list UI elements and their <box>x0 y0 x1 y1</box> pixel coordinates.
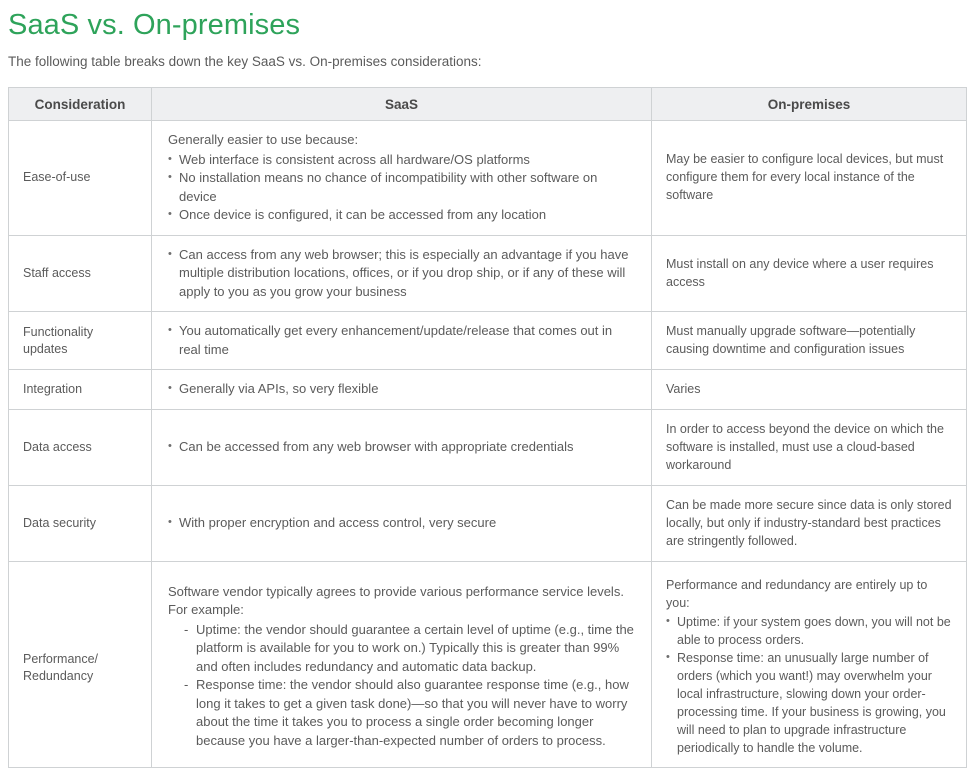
bullet-item: - Response time: the vendor should also guarantee response time (e.g., how long it takes to get a given task done)—so that you will never have to worry about the time it takes you to process a single order becoming longer because you have a larger-than-expected number of orders to process. <box>184 676 637 750</box>
column-header-consideration: Consideration <box>9 88 152 121</box>
cell-lead-text: Generally easier to use because: <box>168 132 359 147</box>
cell-onpremises <box>652 121 967 236</box>
table-row <box>9 312 967 370</box>
cell-consideration: Performance/ Redundancy <box>9 562 152 768</box>
cell-onpremises <box>652 486 967 562</box>
cell-consideration: Ease-of-use <box>9 121 152 236</box>
cell-lead-text: Software vendor typically agrees to provide various performance service levels. For example: <box>168 583 624 618</box>
cell-saas <box>152 235 652 312</box>
table-row <box>9 370 967 410</box>
bullet-item: • No installation means no chance of incompatibility with other software on device <box>168 169 637 206</box>
cell-lead-text: Must install on any device where a user requires access <box>666 256 934 289</box>
table-header-row <box>9 88 967 121</box>
cell-onpremises <box>652 562 967 768</box>
bullet-item: • Uptime: if your system goes down, you will not be able to process orders. <box>666 613 952 649</box>
cell-lead-text: Varies <box>666 382 701 396</box>
bullet-item: • Web interface is consistent across all hardware/OS platforms <box>168 151 637 170</box>
column-header-saas: SaaS <box>152 88 652 121</box>
bullet-item: • Can be accessed from any web browser with appropriate credentials <box>168 438 637 457</box>
intro-paragraph: The following table breaks down the key SaaS vs. On-premises considerations: <box>8 54 482 69</box>
cell-onpremises <box>652 410 967 486</box>
cell-saas <box>152 312 652 370</box>
bullet-list <box>168 621 637 751</box>
bullet-item: - Uptime: the vendor should guarantee a certain level of uptime (e.g., time the platform is available for you to work on.) Typically this is greater than 99% and often includes redundancy and automatic data backup. <box>184 621 637 677</box>
bullet-item: • You automatically get every enhancement/update/release that comes out in real time <box>168 322 637 359</box>
cell-lead-text: In order to access beyond the device on which the software is installed, must use a cloud-based workaround <box>666 422 944 472</box>
bullet-item: • With proper encryption and access control, very secure <box>168 514 637 533</box>
cell-lead-text: Must manually upgrade software—potentially causing downtime and configuration issues <box>666 324 916 356</box>
table-header <box>9 88 967 121</box>
bullet-list <box>666 613 952 757</box>
table-body <box>9 121 967 768</box>
cell-consideration: Data security <box>9 486 152 562</box>
cell-consideration: Functionality updates <box>9 312 152 370</box>
bullet-list <box>168 438 637 457</box>
page-title: SaaS vs. On-premises <box>8 9 301 41</box>
cell-consideration: Staff access <box>9 235 152 312</box>
table-row <box>9 486 967 562</box>
bullet-item: • Generally via APIs, so very flexible <box>168 380 637 399</box>
cell-saas <box>152 410 652 486</box>
cell-saas <box>152 370 652 410</box>
bullet-list <box>168 514 637 533</box>
table-row <box>9 410 967 486</box>
cell-onpremises <box>652 235 967 312</box>
bullet-list <box>168 246 637 302</box>
cell-saas <box>152 486 652 562</box>
bullet-item: • Once device is configured, it can be accessed from any location <box>168 206 637 225</box>
cell-consideration: Data access <box>9 410 152 486</box>
cell-lead-text: Can be made more secure since data is only stored locally, but only if industry-standard best practices are stringently followed. <box>666 498 952 548</box>
page-container <box>0 8 974 768</box>
saas-vs-onpremises-table <box>8 87 967 768</box>
table-row <box>9 235 967 312</box>
bullet-item: • Can access from any web browser; this is especially an advantage if you have multiple distribution locations, offices, or if you drop ship, or if any of these will apply to you as you grow your business <box>168 246 637 302</box>
cell-lead-text: Performance and redundancy are entirely up to you: <box>666 578 928 610</box>
cell-onpremises <box>652 312 967 370</box>
cell-onpremises <box>652 370 967 410</box>
cell-saas <box>152 121 652 236</box>
cell-consideration: Integration <box>9 370 152 410</box>
cell-lead-text: May be easier to configure local devices, but must configure them for every local instance of the software <box>666 152 944 203</box>
bullet-list <box>168 380 637 399</box>
table-row <box>9 121 967 236</box>
column-header-onpremises: On-premises <box>652 88 967 121</box>
bullet-item: • Response time: an unusually large number of orders (which you want!) may overwhelm your local infrastructure, slowing down your order-processing time. If your business is growing, you will need to plan to upgrade infrastructure periodically to handle the volume. <box>666 649 952 757</box>
bullet-list <box>168 322 637 359</box>
cell-saas <box>152 562 652 768</box>
bullet-list <box>168 151 637 225</box>
table-row-performance <box>9 562 967 768</box>
